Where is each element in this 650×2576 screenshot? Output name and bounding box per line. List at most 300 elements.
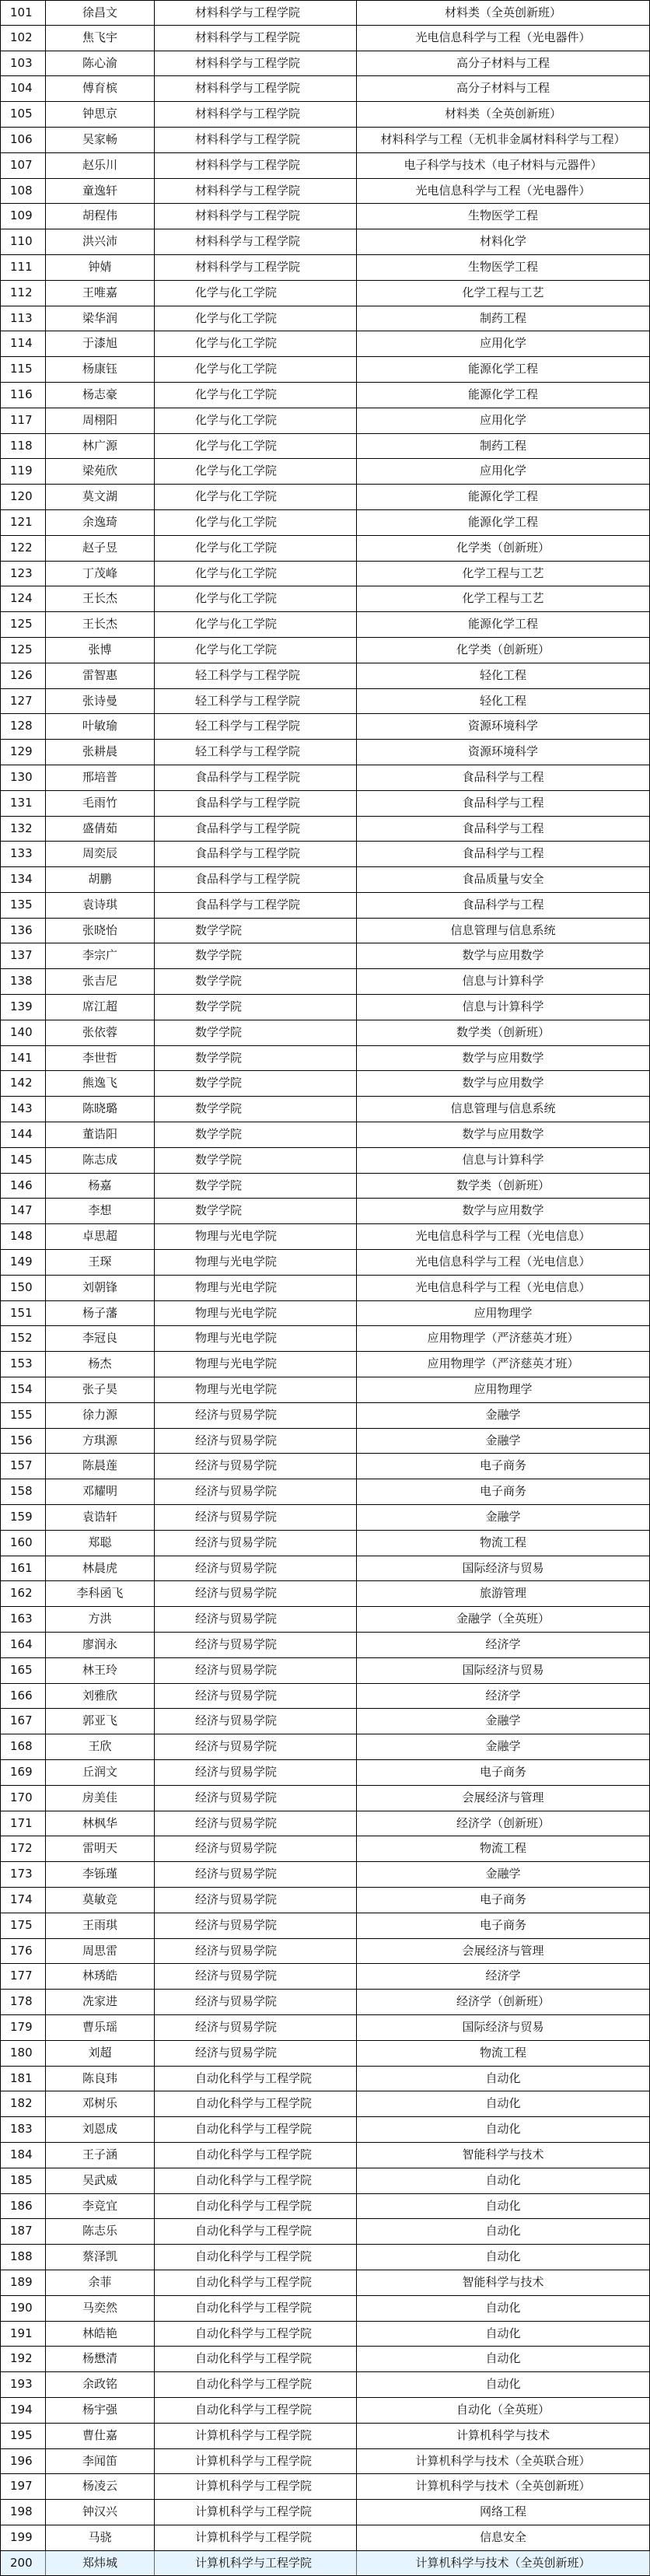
row-number-cell: 128 xyxy=(1,714,46,739)
student-name-cell: 董诰阳 xyxy=(46,1122,155,1147)
major-cell: 经济学 xyxy=(357,1964,650,1989)
major-cell: 自动化 xyxy=(357,2194,650,2219)
table-row xyxy=(0,485,650,510)
student-name-cell: 于漆旭 xyxy=(46,331,155,356)
table-row xyxy=(0,2500,650,2525)
college-cell: 化学与化工学院 xyxy=(155,459,357,484)
row-number-cell: 117 xyxy=(1,408,46,433)
table-row xyxy=(0,306,650,332)
college-cell: 化学与化工学院 xyxy=(155,434,357,459)
row-number-cell: 105 xyxy=(1,102,46,127)
major-cell: 化学类（创新班） xyxy=(357,536,650,561)
college-cell: 物理与光电学院 xyxy=(155,1326,357,1351)
college-cell: 材料科学与工程学院 xyxy=(155,204,357,229)
major-cell: 应用化学 xyxy=(357,408,650,433)
row-number-cell: 138 xyxy=(1,969,46,994)
college-cell: 化学与化工学院 xyxy=(155,383,357,408)
student-name-cell: 马骁 xyxy=(46,2525,155,2550)
row-number-cell: 118 xyxy=(1,434,46,459)
college-cell: 自动化科学与工程学院 xyxy=(155,2117,357,2142)
row-number-cell: 129 xyxy=(1,740,46,765)
major-cell: 金融学（全英班） xyxy=(357,1607,650,1632)
college-cell: 自动化科学与工程学院 xyxy=(155,2067,357,2091)
table-row xyxy=(0,586,650,612)
college-cell: 物理与光电学院 xyxy=(155,1352,357,1377)
college-cell: 自动化科学与工程学院 xyxy=(155,2194,357,2219)
row-number-cell: 114 xyxy=(1,331,46,356)
college-cell: 经济与贸易学院 xyxy=(155,2041,357,2066)
major-cell: 数学类（创新班） xyxy=(357,1174,650,1199)
student-name-cell: 丁茂峰 xyxy=(46,562,155,586)
student-name-cell: 钟汉兴 xyxy=(46,2500,155,2525)
major-cell: 高分子材料与工程 xyxy=(357,51,650,76)
student-name-cell: 刘恩成 xyxy=(46,2117,155,2142)
table-row xyxy=(0,2270,650,2296)
college-cell: 计算机科学与工程学院 xyxy=(155,2474,357,2499)
row-number-cell: 133 xyxy=(1,842,46,866)
college-cell: 化学与化工学院 xyxy=(155,357,357,382)
table-row xyxy=(0,357,650,383)
college-cell: 轻工科学与工程学院 xyxy=(155,740,357,765)
student-name-cell: 李想 xyxy=(46,1199,155,1223)
student-name-cell: 邓耀明 xyxy=(46,1479,155,1504)
college-cell: 化学与化工学院 xyxy=(155,612,357,637)
student-name-cell: 郑聪 xyxy=(46,1531,155,1556)
student-name-cell: 房美佳 xyxy=(46,1786,155,1811)
student-name-cell: 杨子藩 xyxy=(46,1301,155,1326)
row-number-cell: 147 xyxy=(1,1199,46,1223)
student-name-cell: 胡鹏 xyxy=(46,867,155,892)
student-name-cell: 张吉尼 xyxy=(46,969,155,994)
table-row xyxy=(0,663,650,689)
student-name-cell: 赵乐川 xyxy=(46,153,155,178)
row-number-cell: 115 xyxy=(1,357,46,382)
major-cell: 金融学 xyxy=(357,1709,650,1734)
college-cell: 材料科学与工程学院 xyxy=(155,1,357,25)
student-name-cell: 赵子昱 xyxy=(46,536,155,561)
college-cell: 材料科学与工程学院 xyxy=(155,128,357,152)
student-name-cell: 李宗广 xyxy=(46,943,155,968)
row-number-cell: 109 xyxy=(1,204,46,229)
major-cell: 国际经济与贸易 xyxy=(357,1658,650,1683)
college-cell: 计算机科学与工程学院 xyxy=(155,2424,357,2448)
student-name-cell: 张子昊 xyxy=(46,1377,155,1402)
row-number-cell: 122 xyxy=(1,536,46,561)
table-row xyxy=(0,2449,650,2475)
student-name-cell: 杨嘉 xyxy=(46,1174,155,1199)
row-number-cell: 198 xyxy=(1,2500,46,2525)
table-row xyxy=(0,1990,650,2015)
student-name-cell: 童逸轩 xyxy=(46,179,155,204)
college-cell: 食品科学与工程学院 xyxy=(155,765,357,790)
student-name-cell: 张依蓉 xyxy=(46,1020,155,1045)
table-row xyxy=(0,51,650,77)
table-row xyxy=(0,2296,650,2322)
college-cell: 自动化科学与工程学院 xyxy=(155,2372,357,2397)
student-name-cell: 陈志乐 xyxy=(46,2219,155,2244)
major-cell: 信息安全 xyxy=(357,2525,650,2550)
table-row xyxy=(0,2372,650,2398)
row-number-cell: 192 xyxy=(1,2347,46,2371)
row-number-cell: 163 xyxy=(1,1607,46,1632)
student-name-cell: 卓思超 xyxy=(46,1224,155,1249)
student-name-cell: 熊逸飞 xyxy=(46,1071,155,1096)
major-cell: 金融学 xyxy=(357,1403,650,1428)
major-cell: 自动化 xyxy=(357,2347,650,2371)
student-name-cell: 林广源 xyxy=(46,434,155,459)
student-name-cell: 莫文湖 xyxy=(46,485,155,509)
row-number-cell: 153 xyxy=(1,1352,46,1377)
row-number-cell: 159 xyxy=(1,1505,46,1530)
major-cell: 物流工程 xyxy=(357,1531,650,1556)
table-row xyxy=(0,919,650,944)
row-number-cell: 139 xyxy=(1,995,46,1020)
student-name-cell: 王长杰 xyxy=(46,612,155,637)
college-cell: 数学学院 xyxy=(155,969,357,994)
row-number-cell: 190 xyxy=(1,2296,46,2321)
row-number-cell: 142 xyxy=(1,1071,46,1096)
major-cell: 食品科学与工程 xyxy=(357,791,650,816)
row-number-cell: 158 xyxy=(1,1479,46,1504)
row-number-cell: 165 xyxy=(1,1658,46,1683)
row-number-cell: 184 xyxy=(1,2143,46,2168)
major-cell: 自动化 xyxy=(357,2219,650,2244)
row-number-cell: 148 xyxy=(1,1224,46,1249)
row-number-cell: 178 xyxy=(1,1990,46,2014)
student-name-cell: 林枫华 xyxy=(46,1811,155,1836)
student-name-cell: 张晓怡 xyxy=(46,919,155,943)
college-cell: 材料科学与工程学院 xyxy=(155,153,357,178)
student-name-cell: 陈晓璐 xyxy=(46,1097,155,1122)
row-number-cell: 177 xyxy=(1,1964,46,1989)
row-number-cell: 106 xyxy=(1,128,46,152)
table-row xyxy=(0,1429,650,1454)
row-number-cell: 196 xyxy=(1,2449,46,2474)
major-cell: 计算机科学与技术（全英创新班） xyxy=(357,2551,650,2576)
table-row xyxy=(0,943,650,969)
major-cell: 电子商务 xyxy=(357,1479,650,1504)
major-cell: 光电信息科学与工程（光电信息） xyxy=(357,1224,650,1249)
table-row xyxy=(0,1888,650,1913)
row-number-cell: 181 xyxy=(1,2067,46,2091)
table-row xyxy=(0,1939,650,1965)
major-cell: 材料类（全英创新班） xyxy=(357,102,650,127)
row-number-cell: 182 xyxy=(1,2091,46,2116)
student-name-cell: 李冠良 xyxy=(46,1326,155,1351)
student-name-cell: 莫敏竞 xyxy=(46,1888,155,1913)
table-row xyxy=(0,714,650,740)
table-row xyxy=(0,562,650,587)
major-cell: 经济学 xyxy=(357,1633,650,1657)
college-cell: 物理与光电学院 xyxy=(155,1301,357,1326)
row-number-cell: 112 xyxy=(1,281,46,306)
table-row xyxy=(0,2091,650,2117)
college-cell: 数学学院 xyxy=(155,1122,357,1147)
row-number-cell: 126 xyxy=(1,663,46,688)
row-number-cell: 175 xyxy=(1,1913,46,1938)
student-name-cell: 杨志豪 xyxy=(46,383,155,408)
row-number-cell: 191 xyxy=(1,2322,46,2347)
row-number-cell: 156 xyxy=(1,1429,46,1454)
student-name-cell: 余逸琦 xyxy=(46,510,155,535)
row-number-cell: 169 xyxy=(1,1760,46,1785)
college-cell: 经济与贸易学院 xyxy=(155,1479,357,1504)
table-row xyxy=(0,281,650,306)
major-cell: 自动化 xyxy=(357,2067,650,2091)
table-row xyxy=(0,1964,650,1990)
student-name-cell: 余政铭 xyxy=(46,2372,155,2397)
college-cell: 轻工科学与工程学院 xyxy=(155,714,357,739)
student-name-cell: 陈良玮 xyxy=(46,2067,155,2091)
college-cell: 数学学院 xyxy=(155,1097,357,1122)
table-row xyxy=(0,1734,650,1760)
table-row xyxy=(0,2424,650,2449)
table-row xyxy=(0,2525,650,2551)
student-name-cell: 盛倩茹 xyxy=(46,817,155,842)
student-name-cell: 杨康钰 xyxy=(46,357,155,382)
student-name-cell: 林王玲 xyxy=(46,1658,155,1683)
table-row xyxy=(0,1326,650,1352)
college-cell: 物理与光电学院 xyxy=(155,1250,357,1275)
student-name-cell: 方琪源 xyxy=(46,1429,155,1454)
student-name-cell: 王唯嘉 xyxy=(46,281,155,306)
student-name-cell: 张耕晨 xyxy=(46,740,155,765)
table-row xyxy=(0,817,650,842)
college-cell: 经济与贸易学院 xyxy=(155,1403,357,1428)
college-cell: 自动化科学与工程学院 xyxy=(155,2219,357,2244)
student-name-cell: 王长杰 xyxy=(46,586,155,611)
table-row xyxy=(0,1122,650,1148)
student-name-cell: 杨凌云 xyxy=(46,2474,155,2499)
row-number-cell: 108 xyxy=(1,179,46,204)
table-row xyxy=(0,1658,650,1684)
major-cell: 数学与应用数学 xyxy=(357,943,650,968)
student-name-cell: 张博 xyxy=(46,638,155,663)
major-cell: 制药工程 xyxy=(357,434,650,459)
major-cell: 经济学 xyxy=(357,1684,650,1709)
college-cell: 食品科学与工程学院 xyxy=(155,867,357,892)
major-cell: 食品科学与工程 xyxy=(357,893,650,918)
row-number-cell: 189 xyxy=(1,2270,46,2295)
college-cell: 经济与贸易学院 xyxy=(155,1658,357,1683)
college-cell: 自动化科学与工程学院 xyxy=(155,2168,357,2193)
student-name-cell: 梁华润 xyxy=(46,306,155,331)
college-cell: 物理与光电学院 xyxy=(155,1224,357,1249)
college-cell: 数学学院 xyxy=(155,995,357,1020)
college-cell: 化学与化工学院 xyxy=(155,638,357,663)
college-cell: 材料科学与工程学院 xyxy=(155,102,357,127)
major-cell: 应用物理学 xyxy=(357,1377,650,1402)
row-number-cell: 127 xyxy=(1,689,46,714)
row-number-cell: 199 xyxy=(1,2525,46,2550)
major-cell: 轻化工程 xyxy=(357,689,650,714)
student-name-cell: 徐昌文 xyxy=(46,1,155,25)
table-row xyxy=(0,383,650,408)
college-cell: 经济与贸易学院 xyxy=(155,1786,357,1811)
table-row xyxy=(0,1709,650,1734)
student-name-cell: 雷明天 xyxy=(46,1836,155,1861)
table-row xyxy=(0,1862,650,1888)
college-cell: 自动化科学与工程学院 xyxy=(155,2143,357,2168)
row-number-cell: 137 xyxy=(1,943,46,968)
college-cell: 自动化科学与工程学院 xyxy=(155,2322,357,2347)
row-number-cell: 146 xyxy=(1,1174,46,1199)
table-row xyxy=(0,1046,650,1072)
student-name-cell: 袁诗琪 xyxy=(46,893,155,918)
row-number-cell: 188 xyxy=(1,2245,46,2270)
student-name-cell: 邓树乐 xyxy=(46,2091,155,2116)
row-number-cell: 179 xyxy=(1,2015,46,2040)
major-cell: 高分子材料与工程 xyxy=(357,76,650,101)
table-row xyxy=(0,1377,650,1403)
student-name-cell: 丘润文 xyxy=(46,1760,155,1785)
college-cell: 经济与贸易学院 xyxy=(155,1709,357,1734)
table-row xyxy=(0,434,650,460)
major-cell: 化学类（创新班） xyxy=(357,638,650,663)
major-cell: 食品质量与安全 xyxy=(357,867,650,892)
student-name-cell: 刘朝锋 xyxy=(46,1276,155,1300)
major-cell: 会展经济与管理 xyxy=(357,1786,650,1811)
college-cell: 经济与贸易学院 xyxy=(155,1531,357,1556)
table-row xyxy=(0,2322,650,2347)
major-cell: 计算机科学与技术（全英创新班） xyxy=(357,2474,650,2499)
row-number-cell: 155 xyxy=(1,1403,46,1428)
table-row xyxy=(0,995,650,1020)
college-cell: 自动化科学与工程学院 xyxy=(155,2398,357,2423)
student-name-cell: 徐力源 xyxy=(46,1403,155,1428)
table-row xyxy=(0,842,650,867)
student-name-cell: 冼家进 xyxy=(46,1990,155,2014)
table-row xyxy=(0,791,650,817)
college-cell: 食品科学与工程学院 xyxy=(155,791,357,816)
student-name-cell: 蔡泽凯 xyxy=(46,2245,155,2270)
major-cell: 经济学（创新班） xyxy=(357,1811,650,1836)
row-number-cell: 119 xyxy=(1,459,46,484)
row-number-cell: 186 xyxy=(1,2194,46,2219)
major-cell: 化学工程与工艺 xyxy=(357,562,650,586)
table-row xyxy=(0,2245,650,2270)
table-row xyxy=(0,2474,650,2500)
table-row xyxy=(0,229,650,255)
college-cell: 轻工科学与工程学院 xyxy=(155,689,357,714)
table-row xyxy=(0,612,650,638)
student-name-cell: 廖润永 xyxy=(46,1633,155,1657)
college-cell: 数学学院 xyxy=(155,1199,357,1223)
row-number-cell: 124 xyxy=(1,586,46,611)
student-name-cell: 郑炜城 xyxy=(46,2551,155,2576)
table-row xyxy=(0,1913,650,1939)
table-row xyxy=(0,1403,650,1429)
major-cell: 食品科学与工程 xyxy=(357,817,650,842)
student-name-cell: 叶敏瑜 xyxy=(46,714,155,739)
row-number-cell: 170 xyxy=(1,1786,46,1811)
college-cell: 化学与化工学院 xyxy=(155,306,357,331)
major-cell: 光电信息科学与工程（光电器件） xyxy=(357,26,650,51)
student-name-cell: 钟婧 xyxy=(46,255,155,280)
major-cell: 光电信息科学与工程（光电器件） xyxy=(357,179,650,204)
major-cell: 资源环境科学 xyxy=(357,714,650,739)
major-cell: 光电信息科学与工程（光电信息） xyxy=(357,1250,650,1275)
table-row xyxy=(0,2143,650,2168)
student-name-cell: 周奕辰 xyxy=(46,842,155,866)
college-cell: 自动化科学与工程学院 xyxy=(155,2347,357,2371)
student-name-cell: 席江超 xyxy=(46,995,155,1020)
row-number-cell: 187 xyxy=(1,2219,46,2244)
row-number-cell: 102 xyxy=(1,26,46,51)
table-row xyxy=(0,1301,650,1327)
table-row xyxy=(0,459,650,485)
major-cell: 能源化学工程 xyxy=(357,357,650,382)
table-row xyxy=(0,2168,650,2194)
table-row xyxy=(0,765,650,791)
row-number-cell: 132 xyxy=(1,817,46,842)
student-name-cell: 王雨琪 xyxy=(46,1913,155,1938)
table-row xyxy=(0,331,650,357)
row-number-cell: 151 xyxy=(1,1301,46,1326)
major-cell: 经济学（创新班） xyxy=(357,1990,650,2014)
student-name-cell: 吴家畅 xyxy=(46,128,155,152)
major-cell: 网络工程 xyxy=(357,2500,650,2525)
table-row xyxy=(0,1352,650,1377)
major-cell: 金融学 xyxy=(357,1862,650,1887)
student-name-cell: 胡程伟 xyxy=(46,204,155,229)
college-cell: 数学学院 xyxy=(155,1148,357,1173)
table-row xyxy=(0,255,650,281)
college-cell: 食品科学与工程学院 xyxy=(155,842,357,866)
major-cell: 应用物理学（严济慈英才班） xyxy=(357,1352,650,1377)
row-number-cell: 116 xyxy=(1,383,46,408)
major-cell: 金融学 xyxy=(357,1734,650,1759)
table-row xyxy=(0,1811,650,1837)
row-number-cell: 174 xyxy=(1,1888,46,1913)
student-name-cell: 曹仕嘉 xyxy=(46,2424,155,2448)
student-name-cell: 吴武威 xyxy=(46,2168,155,2193)
major-cell: 应用物理学 xyxy=(357,1301,650,1326)
college-cell: 数学学院 xyxy=(155,1046,357,1071)
row-number-cell: 154 xyxy=(1,1377,46,1402)
college-cell: 经济与贸易学院 xyxy=(155,1429,357,1454)
college-cell: 化学与化工学院 xyxy=(155,281,357,306)
major-cell: 电子商务 xyxy=(357,1913,650,1938)
major-cell: 能源化学工程 xyxy=(357,485,650,509)
student-name-cell: 王子涵 xyxy=(46,2143,155,2168)
college-cell: 计算机科学与工程学院 xyxy=(155,2500,357,2525)
table-row xyxy=(0,1684,650,1710)
major-cell: 材料化学 xyxy=(357,229,650,254)
row-number-cell: 145 xyxy=(1,1148,46,1173)
student-name-cell: 马奕然 xyxy=(46,2296,155,2321)
row-number-cell: 183 xyxy=(1,2117,46,2142)
student-name-cell: 毛雨竹 xyxy=(46,791,155,816)
major-cell: 自动化 xyxy=(357,2091,650,2116)
major-cell: 光电信息科学与工程（光电信息） xyxy=(357,1276,650,1300)
student-name-cell: 邢培普 xyxy=(46,765,155,790)
major-cell: 国际经济与贸易 xyxy=(357,2015,650,2040)
major-cell: 信息管理与信息系统 xyxy=(357,919,650,943)
student-name-cell: 雷智惠 xyxy=(46,663,155,688)
college-cell: 数学学院 xyxy=(155,1071,357,1096)
row-number-cell: 161 xyxy=(1,1556,46,1581)
college-cell: 轻工科学与工程学院 xyxy=(155,663,357,688)
student-name-cell: 洪兴沛 xyxy=(46,229,155,254)
table-row xyxy=(0,740,650,765)
college-cell: 化学与化工学院 xyxy=(155,536,357,561)
row-number-cell: 130 xyxy=(1,765,46,790)
major-cell: 食品科学与工程 xyxy=(357,842,650,866)
table-row xyxy=(0,638,650,663)
student-name-cell: 林皓艳 xyxy=(46,2322,155,2347)
college-cell: 经济与贸易学院 xyxy=(155,1505,357,1530)
